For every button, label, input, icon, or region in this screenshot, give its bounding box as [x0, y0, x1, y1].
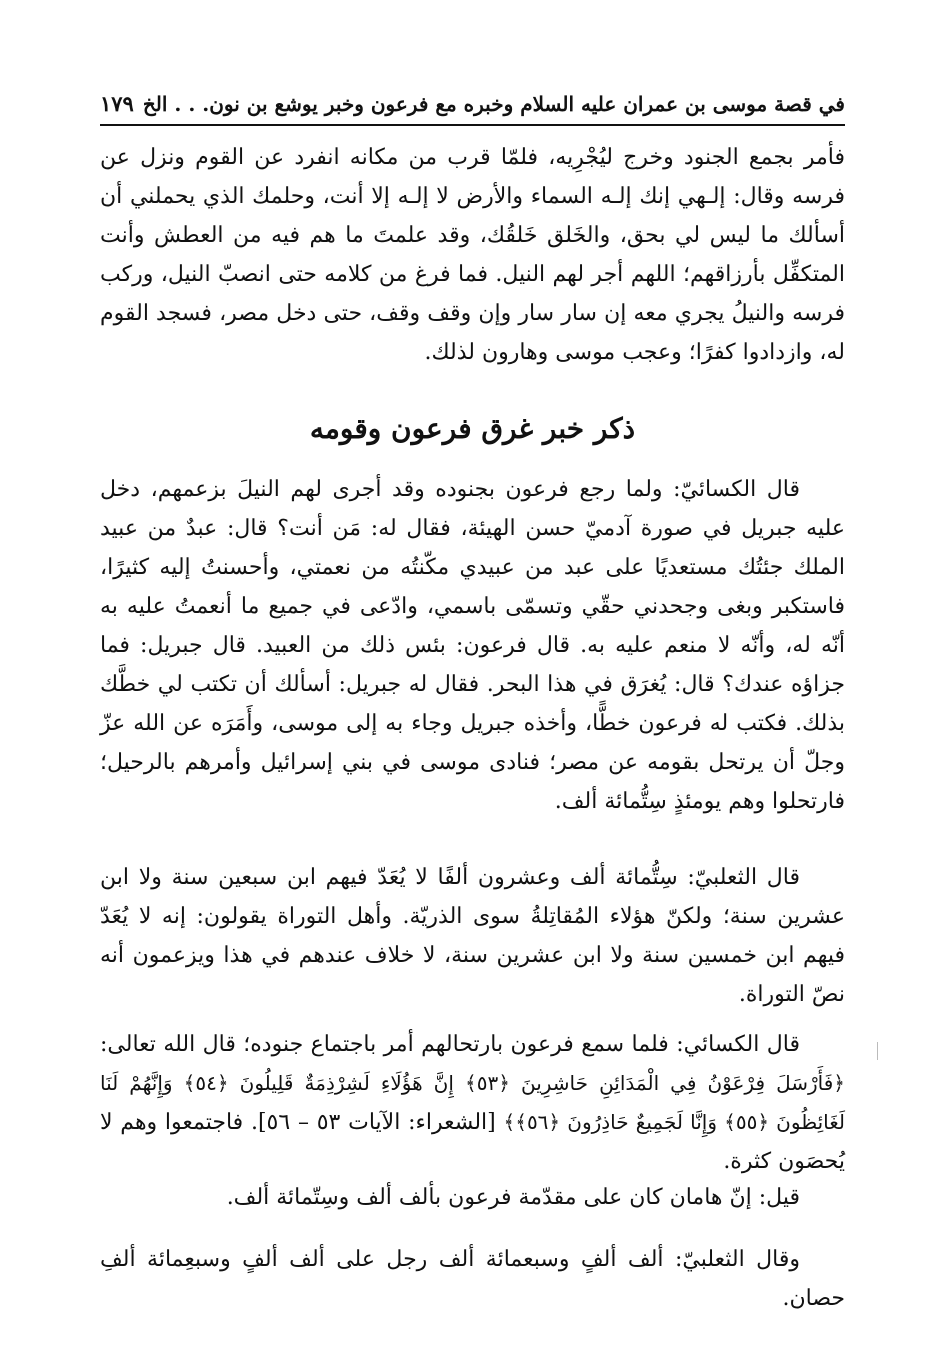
running-title: في قصة موسى بن عمران عليه السلام وخبره مع فرعون وخبر يوشع بن نون. . . الخ — [142, 92, 845, 116]
margin-mark — [877, 1042, 878, 1060]
paragraph-block-4 — [100, 1025, 845, 1181]
header-divider — [100, 124, 845, 126]
page-header — [100, 80, 845, 116]
paragraph: قيل: إنّ هامان كان على مقدّمة فرعون بألف ألف وسِتّمائة ألف. — [226, 1185, 800, 1210]
page-number: ١٧٩ — [100, 91, 134, 116]
quran-verse: ﴿فَأَرْسَلَ فِرْعَوْنُ فِي الْمَدَائِنِ حَاشِرِينَ ﴿٥٣﴾ إِنَّ هَؤُلَاءِ لَشِرْذِمَةٌ قَلِيلُونَ ﴿٥٤﴾ وَإِنَّهُمْ لَنَا لَغَائِظُونَ ﴿٥٥﴾ وَإِنَّا لَجَمِيعٌ حَاذِرُونَ ﴿٥٦﴾﴾ — [100, 1071, 846, 1134]
section-heading: ذكر خبر غرق فرعون وقومه — [309, 412, 636, 445]
paragraph: قال الثعلبيّ: سِتُّمائة ألف وعشرون ألفًا لا يُعَدّ فيهم ابن سبعين سنة ولا ابن عشرين سنة؛ ولكنّ هؤلاء المُقاتِلةُ سوى الذريّة. وأهل التوراة يقولون: إنه لا يُعَدّ فيهم ابن خمسين سنة ولا ابن عشرين سنة، لا خلاف عندهم في هذا ويزعمون أنه نصّ التوراة. — [100, 865, 845, 1007]
quote-intro: قال الكسائي: فلما سمع فرعون بارتحالهم أمر باجتماع جنوده؛ قال الله تعالى: — [100, 1032, 800, 1057]
paragraph — [100, 1025, 845, 1181]
paragraph: فأمر بجمع الجنود وخرج ليُجْرِيه، فلمّا قرب من مكانه انفرد عن القوم ونزل عن فرسه وقال: إلـهي إنك إلـه السماء والأرض لا إلـه إلا أنت، وحلمك الذي يحملني أن أسألك ما ليس لي بحق، والخَلق خَلقُك، وقد علمتَ ما هم فيه من العطش وأنت المتكفِّل بأرزاقهم؛ اللهم أجر لهم النيل. فما فرغ من كلامه حتى انصبّ النيل، وركب فرسه والنيلُ يجري معه إن سار سار وإن وقف وقف، حتى دخل مصر، فسجد القوم له، وازدادوا كفرًا؛ وعجب موسى وهارون لذلك. — [100, 145, 845, 365]
quote-outro: [الشعراء: الآيات ٥٣ – ٥٦]. فاجتمعوا وهم لا يُحصَون كثرة. — [100, 1110, 845, 1174]
paragraph-block-2 — [100, 470, 845, 821]
paragraph: وقال الثعلبيّ: ألف ألفٍ وسبعمائة ألف رجل على ألف ألفٍ وسبعِمائة ألفِ حصان. — [100, 1247, 845, 1311]
paragraph-block-3 — [100, 858, 845, 1014]
paragraph-block-6 — [100, 1240, 845, 1318]
paragraph: قال الكسائيّ: ولما رجع فرعون بجنوده وقد أجرى لهم النيلَ بزعمهم، دخل عليه جبريل في صورة آدميّ حسن الهيئة، فقال له: مَن أنت؟ قال: عبدٌ من عبيد الملك جئتُك مستعديًا على عبد من عبيدي مكّنتُه من نعمتي، وأحسنتُ إليه كثيرًا، فاستكبر وبغى وجحدني حقّي وتسمّى باسمي، وادّعى في جميع ما أنعمتُ عليه به أنّه له، وأنّه لا منعم عليه به. قال فرعون: بئس ذلك من العبيد. قال جبريل: فما جزاؤه عندك؟ قال: يُغرَق في هذا البحر. فقال له جبريل: أسألك أن تكتب لي خطَّك بذلك. فكتب له فرعون خطًّا، وأخذه جبريل وجاء به إلى موسى، وأَمَرَه عن الله عزّ وجلّ أن يرتحل بقومه عن مصر؛ فنادى موسى في بني إسرائيل وأمرهم بالرحيل؛ فارتحلوا وهم يومئذٍ سِتُّمائة ألف. — [100, 477, 845, 814]
paragraph-block-1 — [100, 138, 845, 372]
paragraph-block-5 — [100, 1178, 845, 1217]
